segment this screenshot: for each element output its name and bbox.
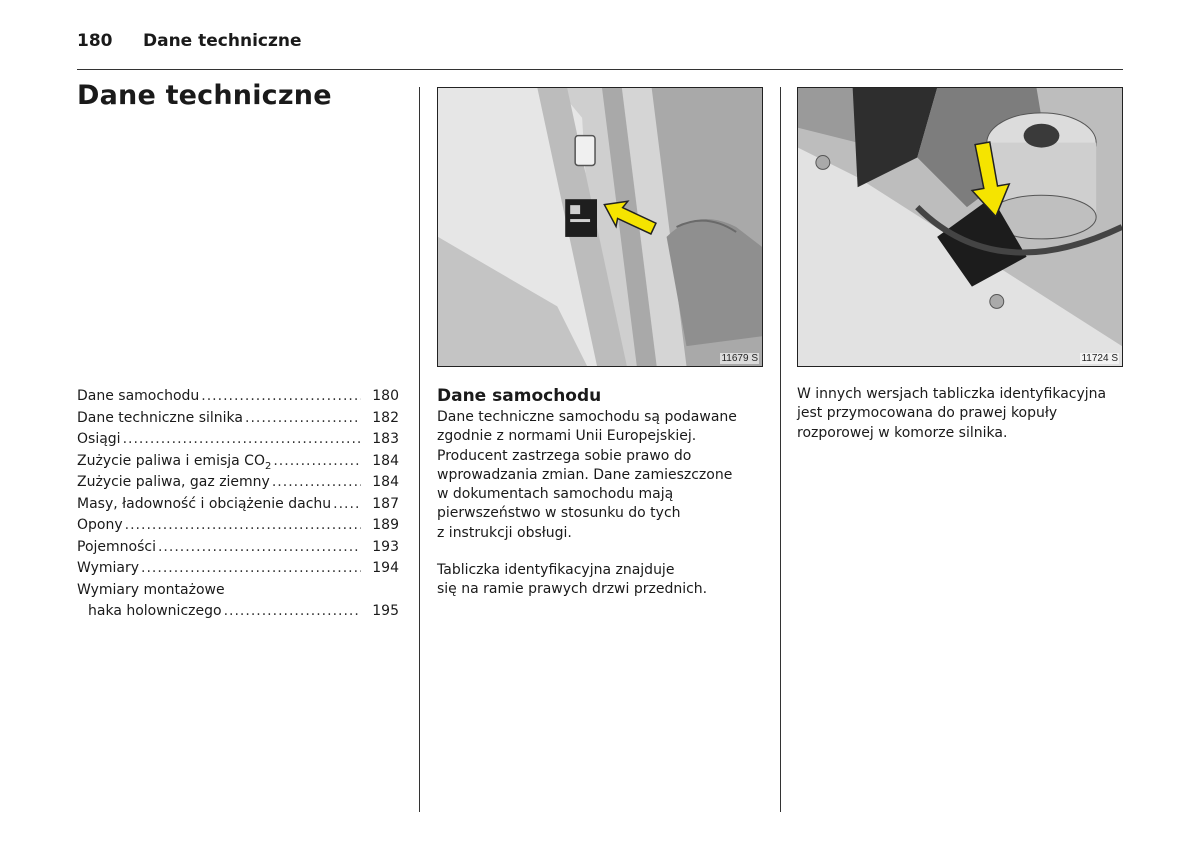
toc-entry-label: Dane samochodu	[77, 388, 200, 404]
toc-entry-label: Opony	[77, 517, 123, 533]
figure-code: 11724 S	[1081, 353, 1118, 364]
toc-entry[interactable]	[77, 408, 399, 430]
toc-entry-page: 183	[372, 431, 399, 447]
toc-entry-page: 187	[372, 495, 399, 512]
toc-entry[interactable]	[77, 472, 399, 494]
toc-entry[interactable]	[77, 515, 399, 537]
toc-entry[interactable]	[77, 451, 399, 473]
column-divider-right	[780, 87, 781, 812]
toc-entry-label: Pojemności	[77, 538, 156, 555]
page-title: Dane techniczne	[77, 80, 332, 111]
toc-entry-page: 194	[372, 560, 399, 576]
toc-entry-label: Wymiary	[77, 560, 140, 576]
section-paragraph: Dane techniczne samochodu są podawane zgodnie z normami Unii Europejskiej. Producent zastrzega sobie prawo do wprowadzania zmian. Dane zamieszczone w dokumentach samochodu mają pierwszeństwo w stosunku do tych z instrukcji obsługi.	[437, 409, 737, 541]
toc-entry-page: 180	[372, 388, 399, 404]
running-header	[77, 31, 302, 51]
toc-entry-label: Dane techniczne silnika	[77, 409, 243, 426]
toc-entry-label: Zużycie paliwa i emisja $CO_2$	[77, 452, 272, 472]
header-section-title: Dane techniczne	[143, 31, 302, 51]
toc-entry-label: Zużycie paliwa, gaz ziemny	[77, 474, 270, 490]
toc-entry-label: Masy, ładowność i obciążenie dachu	[77, 495, 332, 512]
toc-entry[interactable]	[77, 429, 399, 451]
column-divider-left	[419, 87, 420, 812]
toc-entry-page: 195	[372, 603, 399, 619]
toc-entry[interactable]	[77, 386, 399, 408]
table-of-contents	[77, 386, 399, 623]
toc-entry-page: 182	[372, 409, 399, 426]
page-number: 180	[77, 31, 113, 51]
toc-entry-label: haka holowniczego	[88, 603, 222, 619]
toc-entry[interactable]	[77, 601, 399, 623]
vehicle-data-section	[437, 385, 767, 600]
section-heading: Dane samochodu	[437, 386, 602, 406]
toc-entry[interactable]	[77, 558, 399, 580]
toc-entry-label: Wymiary montażowe	[77, 581, 225, 598]
header-rule	[77, 69, 1123, 70]
toc-entry[interactable]	[77, 494, 399, 516]
toc-entry-page: 184	[372, 452, 399, 469]
toc-entry-page: 184	[372, 474, 399, 490]
engine-bay-plate-illustration	[798, 88, 1122, 366]
alternate-plate-location-text: W innych wersjach tabliczka identyfikacyjna jest przymocowana do prawej kopuły rozporowej w komorze silnika.	[797, 386, 1107, 441]
figure-door-frame	[437, 87, 763, 367]
toc-entry-page: 189	[372, 517, 399, 533]
section-paragraph: Tabliczka identyfikacyjna znajduje się na ramie prawych drzwi przednich.	[437, 562, 708, 598]
toc-entry-label: Osiągi	[77, 431, 121, 447]
figure-engine-bay	[797, 87, 1123, 367]
toc-entry[interactable]	[77, 537, 399, 559]
toc-entry-page: 193	[372, 538, 399, 555]
figure-code: 11679 S	[721, 353, 758, 364]
door-frame-plate-illustration	[438, 88, 762, 366]
toc-entry-multiline[interactable]	[77, 580, 399, 602]
